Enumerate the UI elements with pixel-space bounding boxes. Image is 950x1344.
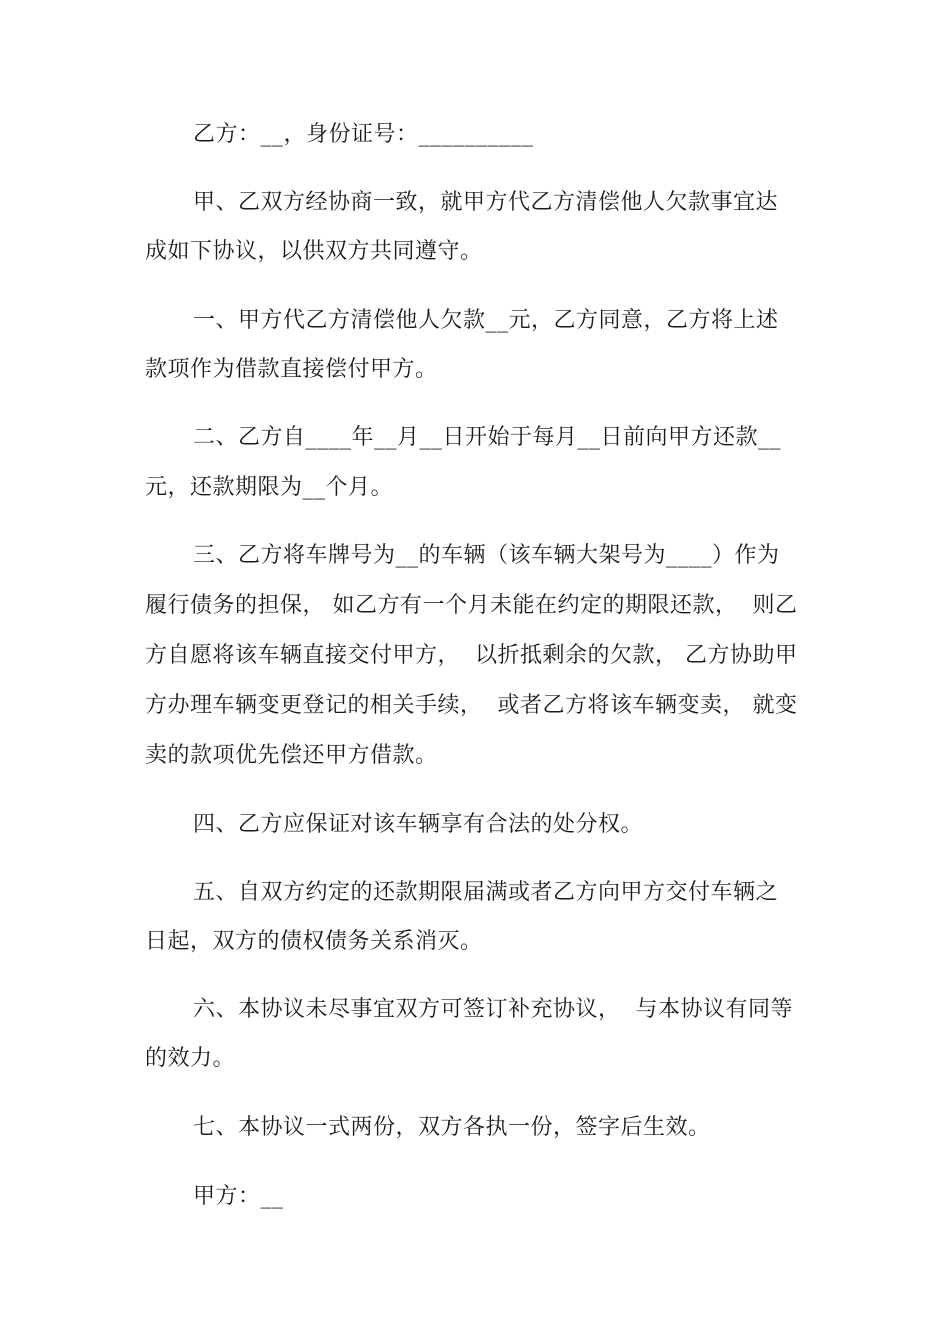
clause-3-line-1: 三、乙方将车牌号为__的车辆（该车辆大架号为____）作为 — [193, 543, 780, 568]
clause-6-line-2: 的效力。 — [145, 1046, 236, 1071]
clause-3-line-3: 方自愿将该车辆直接交付甲方， 以折抵剩余的欠款， 乙方协助甲 — [145, 643, 798, 668]
clause-5-line-1: 五、自双方约定的还款期限届满或者乙方向甲方交付车辆之 — [193, 880, 779, 905]
clause-1-line-1: 一、甲方代乙方清偿他人欠款__元，乙方同意，乙方将上述 — [193, 308, 779, 333]
clause-3-line-2: 履行债务的担保， 如乙方有一个月未能在约定的期限还款， 则乙 — [145, 593, 798, 618]
clause-2-line-2: 元，还款期限为__个月。 — [145, 475, 394, 500]
clause-5-line-2: 日起，双方的债权债务关系消灭。 — [145, 929, 483, 954]
clause-3-line-4: 方办理车辆变更登记的相关手续， 或者乙方将该车辆变卖， 就变 — [145, 693, 798, 718]
preamble-line-1: 甲、乙双方经协商一致，就甲方代乙方清偿他人欠款事宜达 — [193, 190, 779, 215]
clause-2-line-1: 二、乙方自____年__月__日开始于每月__日前向甲方还款__ — [193, 425, 782, 450]
clause-4-line-1: 四、乙方应保证对该车辆享有合法的处分权。 — [193, 812, 644, 837]
clause-3-line-5: 卖的款项优先偿还甲方借款。 — [145, 743, 438, 768]
clause-6-line-1: 六、本协议未尽事宜双方可签订补充协议， 与本协议有同等 — [193, 997, 793, 1022]
party-a-line: 甲方：__ — [193, 1184, 284, 1209]
clause-7-line-1: 七、本协议一式两份，双方各执一份，签字后生效。 — [193, 1115, 711, 1140]
preamble-line-2: 成如下协议，以供双方共同遵守。 — [145, 239, 483, 264]
clause-1-line-2: 款项作为借款直接偿付甲方。 — [145, 357, 438, 382]
party-b-line: 乙方：__，身份证号：__________ — [193, 122, 534, 147]
